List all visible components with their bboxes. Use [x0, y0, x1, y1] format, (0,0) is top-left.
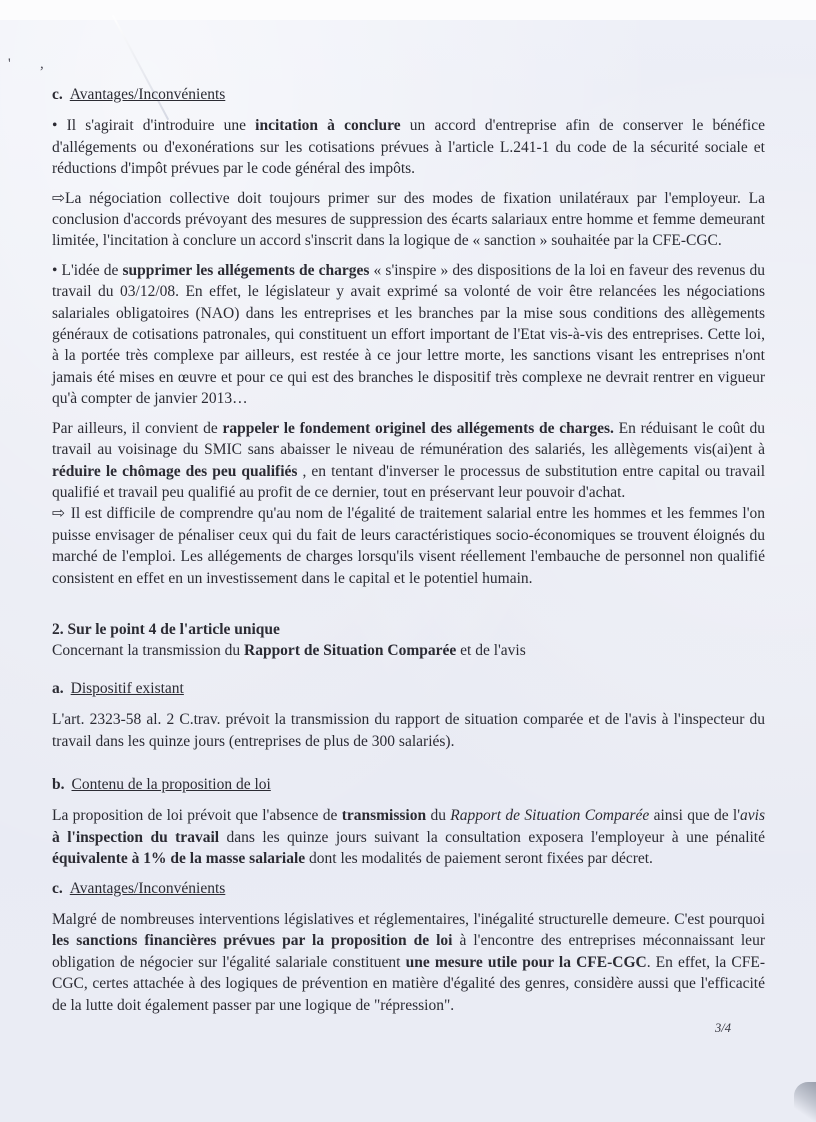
heading-avantages-inconvenients-2: [52, 878, 765, 899]
heading-label: Contenu de la proposition de loi: [71, 775, 271, 793]
heading-prefix: c.: [52, 879, 63, 897]
heading-avantages-inconvenients-1: [52, 84, 765, 105]
paragraph-art-2323: L'art. 2323-58 al. 2 C.trav. prévoit la transmission du rapport de situation comparée et de l'avis à l'inspecteur du travail dans les quinze jours (entreprises de plus de 300 salariés).: [52, 711, 765, 750]
paper-sheet: [0, 20, 816, 1122]
paragraph-fondement: Par ailleurs, il convient de rappeler le fondement originel des allégements de charges. En réduisant le coût du travail au voisinage du SMIC sans abaisser le niveau de rémunération des salariés, les allègements vis(ai)ent à réduire le chômage des peu qualifiés , en tentant d'inverser le processus de substitution entre capital ou travail qualifié et travail peu qualifié au profit de ce dernier, tout en préservant leur pouvoir d'achat.: [52, 419, 766, 501]
paragraph-proposition-loi: La proposition de loi prévoit que l'absence de transmission du Rapport de Situation Comparée ainsi que de l'avis à l'inspection du travail dans les quinze jours suivant la consultation exposera l'employeur à une pénalité équivalente à 1% de la masse salariale dont les modalités de paiement seront fixées par décret.: [52, 807, 765, 868]
paragraph-incitation: • Il s'agirait d'introduire une incitation à conclure un accord d'entreprise afin de conserver le bénéfice d'allégements ou d'exonérations sur les cotisations prévues à l'article L.241-1 du code de la sécurité sociale et réductions d'impôt prévues par le code général des impôts.: [52, 117, 765, 178]
scan-top-margin: [0, 0, 816, 20]
section-2-title: 2. Sur le point 4 de l'article unique: [52, 620, 280, 638]
paragraph-idee-supprimer: • L'idée de supprimer les allégements de charges « s'inspire » des dispositions de la loi en faveur des revenus du travail du 03/12/08. En effet, le législateur y avait exprimé sa volonté de voir être relancées les négociations salariales obligatoires (NAO) dans les entreprises et les branches par la mise sous conditions des allègements généraux de cotisations patronales, qui constituent un effort important de l'Etat vis-à-vis des entreprises. Cette loi, à la portée très complexe par ailleurs, est restée à ce jour lettre morte, les sanctions visant les entreprises n'ont jamais été mises en œuvre et pour ce qui est des branches le dispositif très complexe ne devrait rentrer en vigueur qu'à compter de janvier 2013…: [52, 261, 765, 408]
page-number: 3/4: [715, 1021, 731, 1036]
section-2-subtitle: Concernant la transmission du Rapport de Situation Comparée et de l'avis: [52, 642, 526, 660]
heading-prefix: c.: [52, 86, 63, 103]
heading-prefix: b.: [52, 775, 65, 793]
stray-mark: ': [8, 56, 11, 72]
heading-dispositif-existant: [52, 678, 765, 699]
paragraph-negociation: ⇨La négociation collective doit toujours primer sur des modes de fixation unilatéraux par l'employeur. La conclusion d'accords prévoyant des mesures de suppression des écarts salariaux entre homme et femme demeurant limitée, l'incitation à conclure un accord s'inscrit dans la logique de « sanction » souhaitée par la CFE-CGC.: [52, 188, 765, 250]
heading-contenu-proposition: [52, 774, 765, 795]
paragraph-egalite-traitement: ⇨ Il est difficile de comprendre qu'au nom de l'égalité de traitement salarial entre les hommes et les femmes l'on puisse envisager de pénaliser ceux qui du fait de leurs caractéristiques socio-économiques se trouvent éloignés du marché de l'emploi. Les allégements de charges lorsqu'ils visent réellement l'embauche de personnel non qualifié consistent en effet en un investissement dans le capital et le potentiel humain.: [52, 504, 765, 587]
stray-mark: ,: [40, 56, 44, 72]
heading-prefix: a.: [52, 679, 64, 697]
scan-smudge-artifact: [794, 1082, 816, 1122]
heading-label: Dispositif existant: [70, 679, 184, 697]
heading-label: Avantages/Inconvénients: [69, 879, 226, 897]
heading-label: Avantages/Inconvénients: [69, 86, 226, 103]
paragraph-malgre: Malgré de nombreuses interventions législatives et réglementaires, l'inégalité structurelle demeure. C'est pourquoi les sanctions financières prévues par la proposition de loi à l'encontre des entreprises méconnaissant leur obligation de négocier sur l'égalité salariale constituent une mesure utile pour la CFE-CGC. En effet, la CFE-CGC, certes attachée à des logiques de prévention en matière d'égalité des genres, considère aussi que l'efficacité de la lutte doit également passer par une logique de "répression".: [52, 911, 765, 1014]
document-content: [52, 84, 765, 1039]
